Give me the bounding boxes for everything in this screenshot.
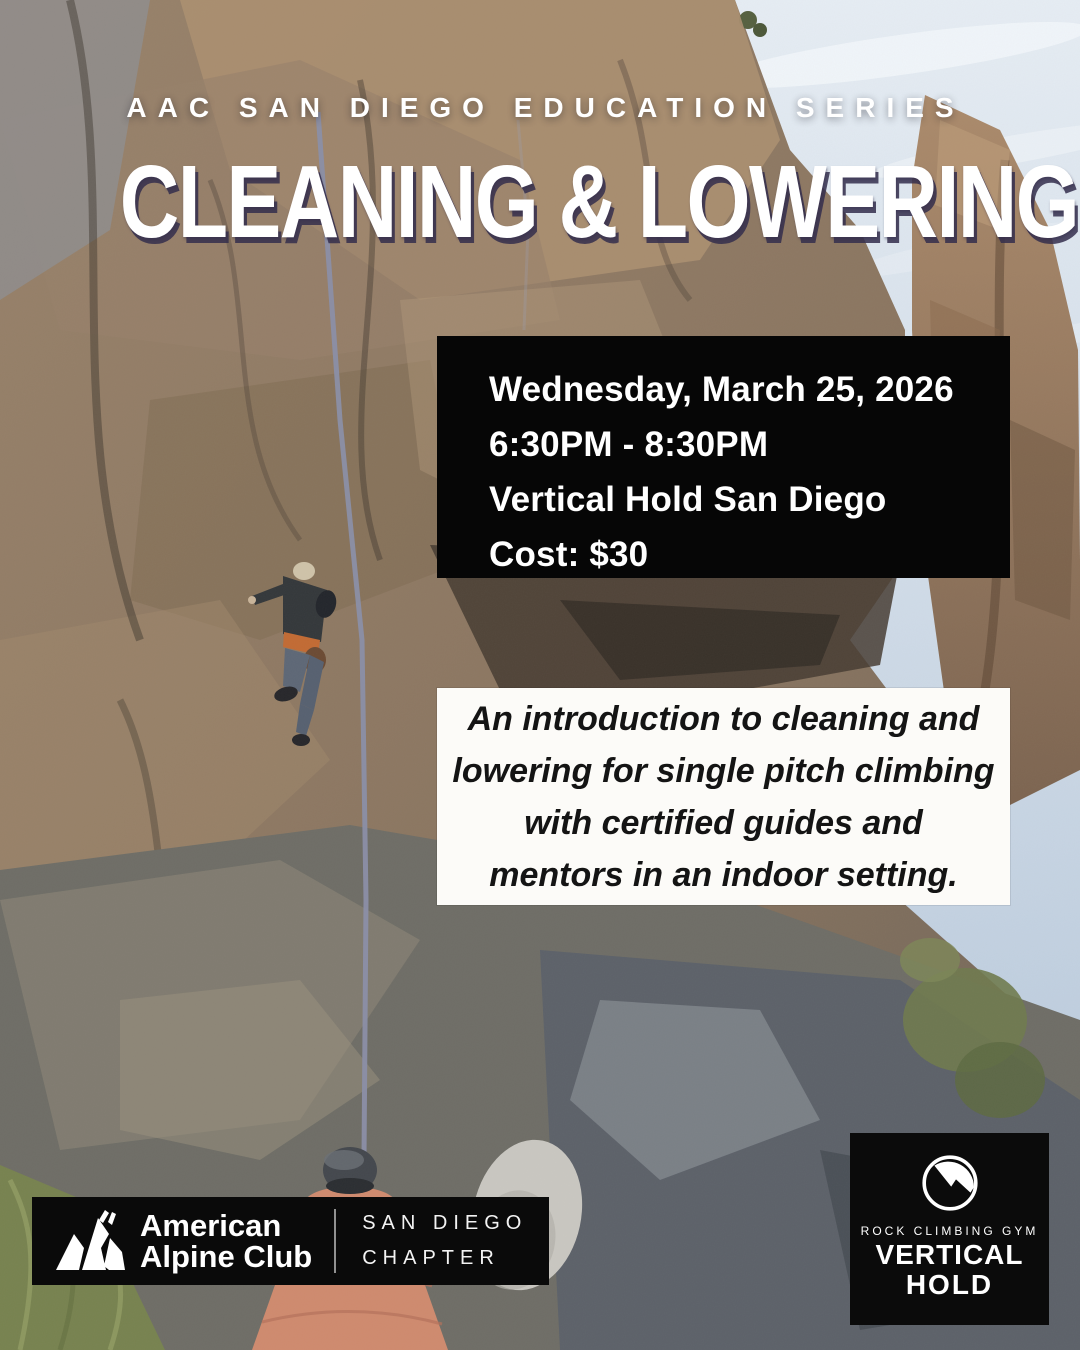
vertical-hold-tagline: ROCK CLIMBING GYM <box>860 1224 1039 1238</box>
event-cost: Cost: $30 <box>489 535 649 574</box>
title-text: CLEANING & LOWERING <box>119 144 1079 259</box>
aac-org-name <box>140 1210 312 1272</box>
description-line: with certified guides and <box>524 803 923 842</box>
description-line: mentors in an indoor setting. <box>489 855 958 894</box>
aac-mountain-icon <box>52 1208 130 1274</box>
event-date: Wednesday, March 25, 2026 <box>489 370 954 409</box>
vertical-hold-name-line2: HOLD <box>905 1269 994 1300</box>
series-label: AAC SAN DIEGO EDUCATION SERIES <box>126 92 965 123</box>
aac-chapter <box>362 1206 527 1276</box>
aac-chapter-line2: CHAPTER <box>362 1247 500 1269</box>
event-description-box <box>437 688 1010 905</box>
description-line: lowering for single pitch climbing <box>452 751 995 790</box>
vertical-hold-logo-box <box>850 1133 1049 1325</box>
vertical-hold-name-line1: VERTICAL <box>875 1239 1024 1270</box>
event-details-box <box>437 336 1010 578</box>
aac-logo-bar <box>32 1197 549 1285</box>
event-venue: Vertical Hold San Diego <box>489 480 887 519</box>
aac-divider <box>334 1209 336 1273</box>
event-time: 6:30PM - 8:30PM <box>489 425 769 464</box>
aac-org-line1: American <box>140 1208 282 1243</box>
aac-chapter-line1: SAN DIEGO <box>362 1212 528 1234</box>
description-line: An introduction to cleaning and <box>467 699 980 738</box>
page-title <box>0 144 1080 259</box>
vertical-hold-icon <box>920 1153 980 1213</box>
aac-org-line2: Alpine Club <box>140 1239 313 1274</box>
